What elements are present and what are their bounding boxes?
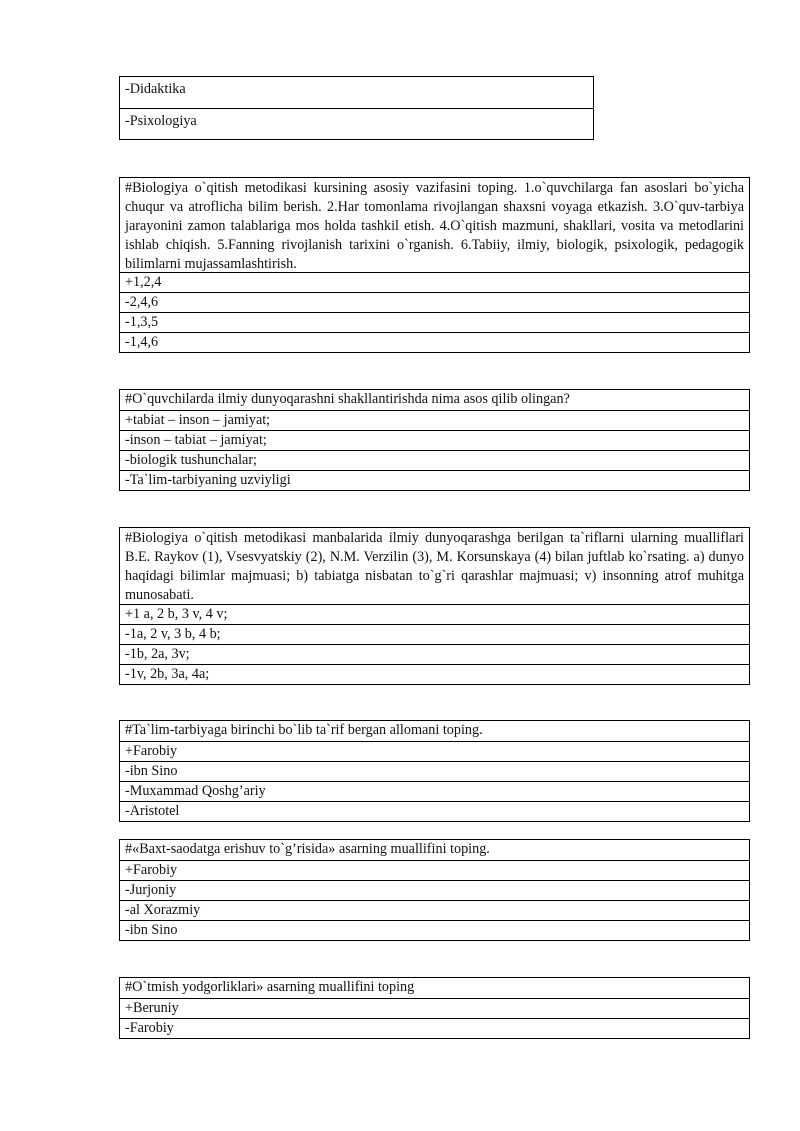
question-table-4 <box>119 720 750 822</box>
question-table-2 <box>119 389 750 491</box>
option: +Farobiy <box>120 860 749 880</box>
option: -Didaktika <box>125 81 186 97</box>
option: -al Xorazmiy <box>120 900 749 920</box>
option: -ibn Sino <box>120 920 749 940</box>
option: -1a, 2 v, 3 b, 4 b; <box>120 624 749 644</box>
option: +1,2,4 <box>120 272 749 292</box>
option: +1 a, 2 b, 3 v, 4 v; <box>120 604 749 624</box>
question-table-3 <box>119 527 750 685</box>
question-text: #O`tmish yodgorliklari» asarning muallifini toping <box>125 979 415 995</box>
option: -Psixologiya <box>120 108 593 139</box>
option: +Farobiy <box>120 741 749 761</box>
option: -2,4,6 <box>120 292 749 312</box>
option: -Jurjoniy <box>120 880 749 900</box>
option: -Farobiy <box>120 1018 749 1038</box>
option: -Muxammad Qoshg’ariy <box>120 781 749 801</box>
option: +Beruniy <box>120 998 749 1018</box>
option: -Aristotel <box>120 801 749 821</box>
option: +tabiat – inson – jamiyat; <box>120 410 749 430</box>
question-text: #O`quvchilarda ilmiy dunyoqarashni shakllantirishda nima asos qilib olingan? <box>125 391 570 407</box>
question-text: #Ta`lim-tarbiyaga birinchi bo`lib ta`rif bergan allomani toping. <box>125 722 483 738</box>
question-table-6 <box>119 977 750 1039</box>
option: -1b, 2a, 3v; <box>120 644 749 664</box>
question-text: #Biologiya o`qitish metodikasi manbalarida ilmiy dunyoqarashga berilgan ta`riflarni ularning mualliflari B.E. Raykov (1), Vsesvyatskiy (2), N.M. Verzilin (3), M. Korsunskaya (4) bilan juftlab ko`rsating. a) dunyo haqidagi bilimlar majmuasi; b) tabiatga nisbatan to`g`ri qarashlar majmuasi; v) insonning atrof muhitga munosabati. <box>125 530 744 603</box>
option: -1,4,6 <box>120 332 749 352</box>
option: -1,3,5 <box>120 312 749 332</box>
option: -biologik tushunchalar; <box>120 450 749 470</box>
question-table-5 <box>119 839 750 941</box>
option: -ibn Sino <box>120 761 749 781</box>
question-table-1 <box>119 177 750 353</box>
option: -Ta`lim-tarbiyaning uzviyligi <box>120 470 749 490</box>
question-text: #«Baxt-saodatga erishuv to`g’risida» asarning muallifini toping. <box>125 841 490 857</box>
question-text: #Biologiya o`qitish metodikasi kursining asosiy vazifasini toping. 1.o`quvchilarga fan asoslari bo`yicha chuqur va atroflicha bilim berish. 2.Har tomonlama rivojlangan shaxsni voyaga etkazish. 3.O`quv-tarbiya jarayonini zamon talablariga mos holda tashkil etish. 4.O`qitish mazmuni, shakllari, vosita va metodlarini ishlab chiqish. 5.Fanning rivojlanish tarixini o`rganish. 6.Tabiiy, ilmiy, biologik, psixologik, pedagogik bilimlarni mujassamlashtirish. <box>125 180 744 272</box>
option: -inson – tabiat – jamiyat; <box>120 430 749 450</box>
answer-table-continued <box>119 76 594 140</box>
option: -1v, 2b, 3a, 4a; <box>120 664 749 684</box>
